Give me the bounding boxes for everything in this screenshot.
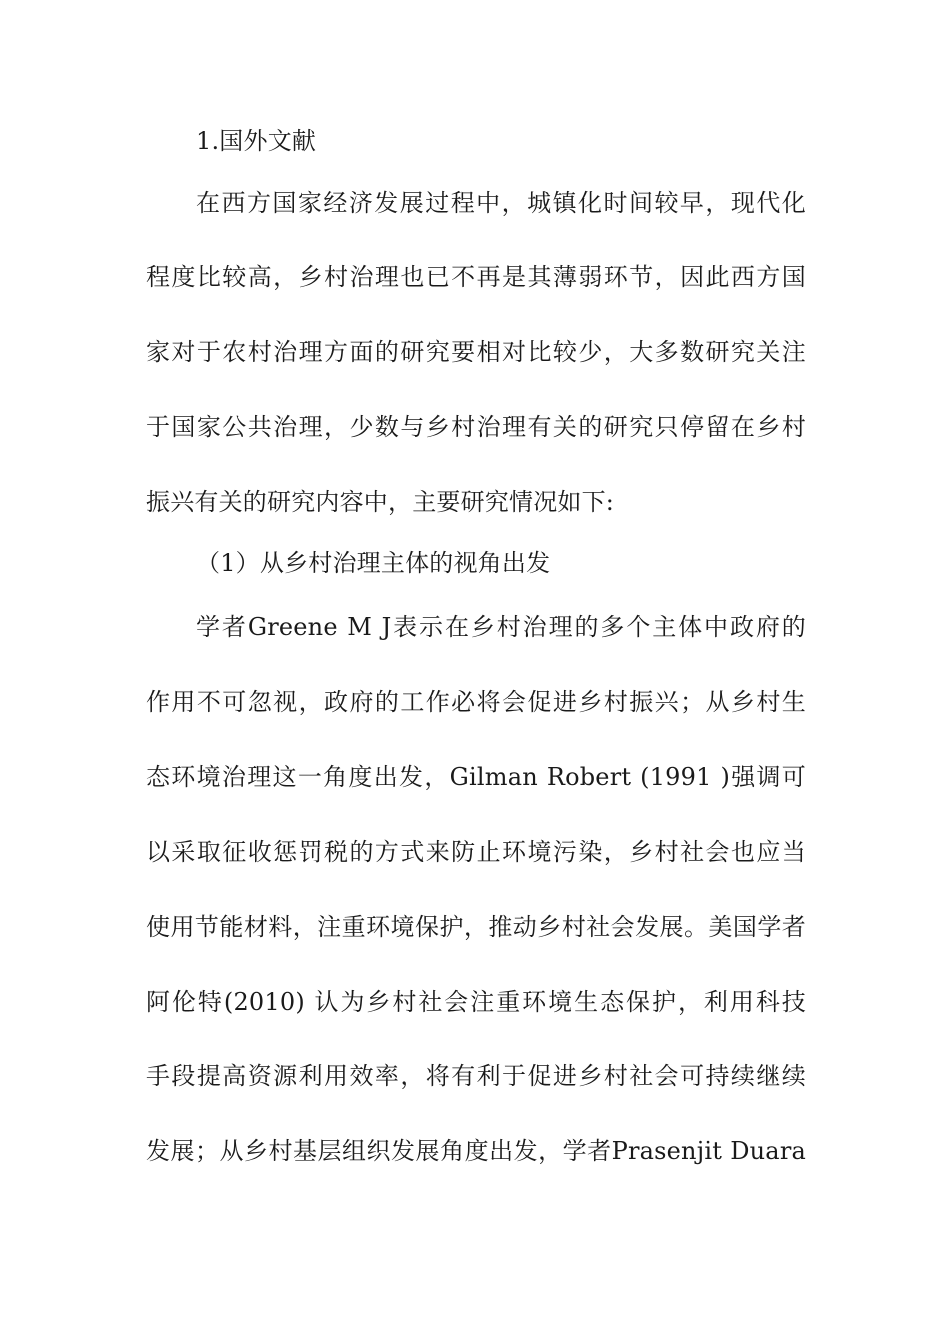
paragraph-line: 家对于农村治理方面的研究要相对比较少，大多数研究关注 — [146, 338, 806, 366]
paragraph-line: 使用节能材料，注重环境保护，推动乡村社会发展。美国学者 — [146, 913, 806, 941]
paragraph-line: 学者Greene M J表示在乡村治理的多个主体中政府的 — [196, 613, 806, 641]
paragraph-line: 阿伦特(2010) 认为乡村社会注重环境生态保护，利用科技 — [146, 988, 806, 1016]
paragraph-line: 以采取征收惩罚税的方式来防止环境污染，乡村社会也应当 — [146, 838, 806, 866]
paragraph-line: 振兴有关的研究内容中，主要研究情况如下: — [146, 488, 615, 516]
paragraph-line: 在西方国家经济发展过程中，城镇化时间较早，现代化 — [196, 189, 806, 217]
paragraph-line: 作用不可忽视，政府的工作必将会促进乡村振兴；从乡村生 — [146, 688, 806, 716]
paragraph-line: 手段提高资源利用效率，将有利于促进乡村社会可持续继续 — [146, 1062, 806, 1090]
paragraph-line: 态环境治理这一角度出发，Gilman Robert (1991 )强调可 — [146, 763, 806, 791]
section-heading: 1.国外文献 — [196, 127, 317, 155]
paragraph-line: 程度比较高，乡村治理也已不再是其薄弱环节，因此西方国 — [146, 263, 806, 291]
paragraph-line: 于国家公共治理，少数与乡村治理有关的研究只停留在乡村 — [146, 413, 806, 441]
subsection-heading: （1）从乡村治理主体的视角出发 — [196, 549, 551, 577]
paragraph-line: 发展；从乡村基层组织发展角度出发，学者Prasenjit Duara — [146, 1137, 806, 1165]
